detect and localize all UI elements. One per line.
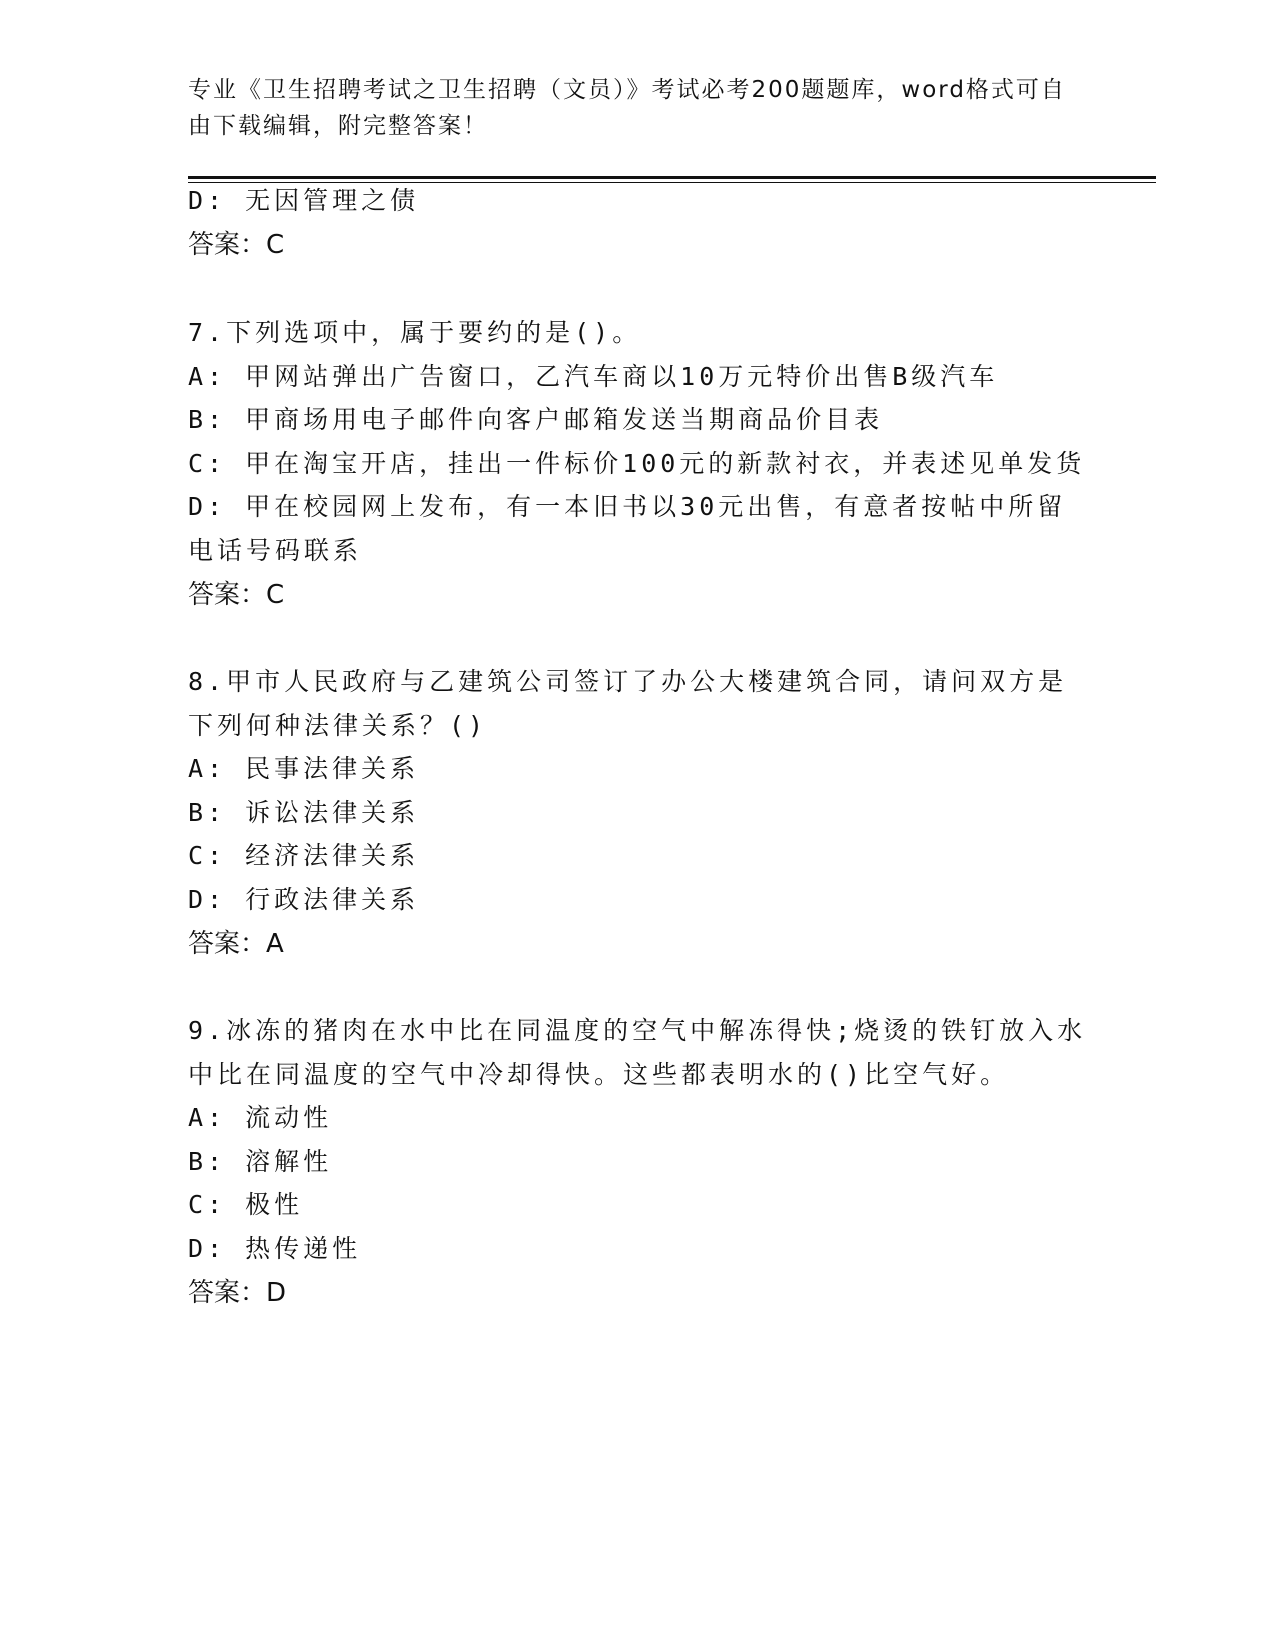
header-line-1: 专业《卫生招聘考试之卫生招聘（文员）》考试必考200题题库，word格式可自 xyxy=(188,77,1066,103)
document-header xyxy=(188,72,1088,144)
q7-answer: 答案：C xyxy=(188,580,285,610)
q7-stem: 7.下列选项中，属于要约的是()。 xyxy=(188,318,642,347)
header-divider-thick xyxy=(188,176,1156,179)
header-line-2: 由下载编辑，附完整答案！ xyxy=(188,113,488,139)
q7-option-c: C: 甲在淘宝开店，挂出一件标价100元的新款衬衣，并表述见单发货 xyxy=(188,449,1086,478)
q7-option-b: B: 甲商场用电子邮件向客户邮箱发送当期商品价目表 xyxy=(188,405,884,434)
q9-option-b: B: 溶解性 xyxy=(188,1147,333,1176)
q9-stem-line-2: 中比在同温度的空气中冷却得快。这些都表明水的()比空气好。 xyxy=(188,1060,1010,1089)
prev-answer: 答案：C xyxy=(188,230,285,260)
prev-option-d: D: 无因管理之债 xyxy=(188,186,420,215)
q8-stem-line-2: 下列何种法律关系？() xyxy=(188,711,488,740)
q9-option-a: A: 流动性 xyxy=(188,1103,333,1132)
q9-stem-line-1: 9.冰冻的猪肉在水中比在同温度的空气中解冻得快;烧烫的铁钉放入水 xyxy=(188,1016,1087,1045)
q9-option-d: D: 热传递性 xyxy=(188,1234,362,1263)
q8-option-a: A: 民事法律关系 xyxy=(188,754,420,783)
q7-option-d-line-2: 电话号码联系 xyxy=(188,536,363,565)
q8-stem-line-1: 8.甲市人民政府与乙建筑公司签订了办公大楼建筑合同，请问双方是 xyxy=(188,667,1068,696)
header-divider-thin xyxy=(188,182,1156,183)
q8-option-d: D: 行政法律关系 xyxy=(188,885,420,914)
q8-answer: 答案：A xyxy=(188,929,284,959)
q8-option-b: B: 诉讼法律关系 xyxy=(188,798,420,827)
q7-option-a: A: 甲网站弹出广告窗口，乙汽车商以10万元特价出售B级汽车 xyxy=(188,362,999,391)
q7-option-d-line-1: D: 甲在校园网上发布，有一本旧书以30元出售，有意者按帖中所留 xyxy=(188,492,1067,521)
q9-option-c: C: 极性 xyxy=(188,1190,304,1219)
q9-answer: 答案：D xyxy=(188,1278,287,1308)
q8-option-c: C: 经济法律关系 xyxy=(188,841,420,870)
